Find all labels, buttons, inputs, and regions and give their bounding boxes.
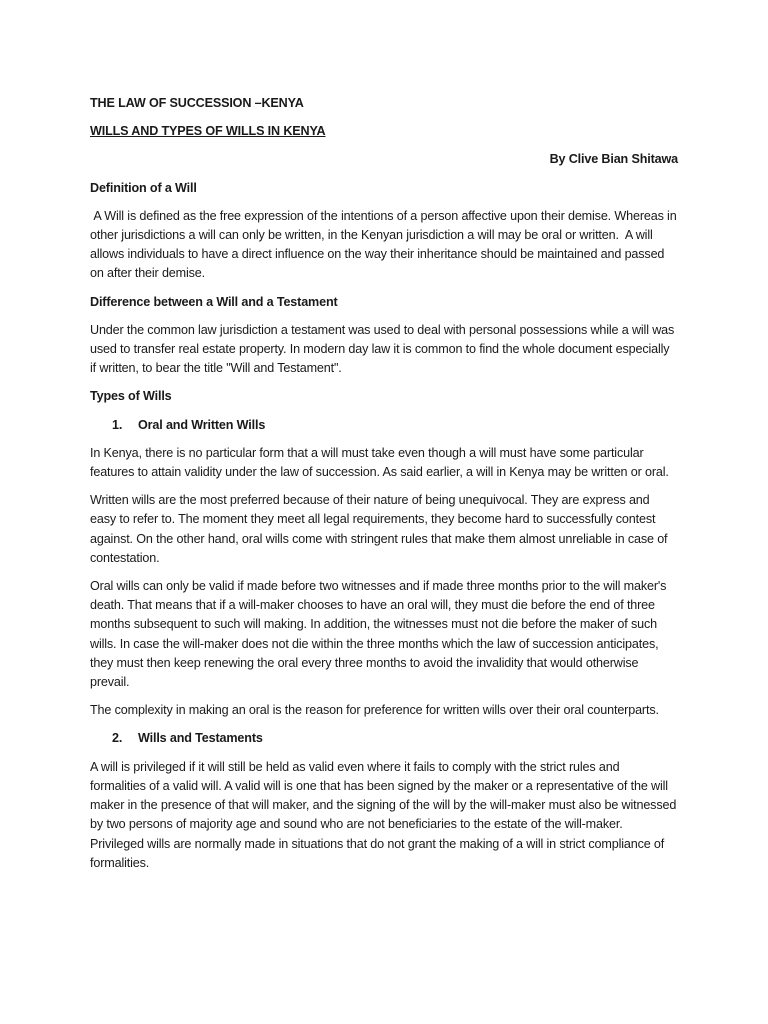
heading-types: Types of Wills <box>90 389 172 404</box>
document-title: THE LAW OF SUCCESSION –KENYA <box>90 96 304 110</box>
list-item-oral-written <box>90 416 678 435</box>
document-author: By Clive Bian Shitawa <box>549 152 678 167</box>
list-item-wills-testaments <box>90 729 678 748</box>
list-label: Oral and Written Wills <box>138 417 266 432</box>
paragraph-wills-1: A will is privileged if it will still be held as valid even where it fails to comply with the strict rules and formalities of a valid will. A valid will is one that has been signed by the maker or a representative of the will maker in the presence of that will maker, and the signing of the will by the will-maker must also be witnessed by two persons of majority age and sound who are not beneficiaries to the estate of the will-maker. Privileged wills are normally made in situations that do not grant the making of a will in strict compliance of formalities. <box>90 759 677 870</box>
paragraph-oral-4: The complexity in making an oral is the reason for preference for written wills over their oral counterparts. <box>90 703 659 718</box>
paragraph-oral-3: Oral wills can only be valid if made before two witnesses and if made three months prior to the will maker's death. That means that if a will-maker chooses to have an oral will, they must die before the end of three months subsequent to such will making. In addition, the witnesses must not die before the maker of such wills. In case the will-maker does not die within the three months which the law of succession anticipates, they must then keep renewing the oral every three months to avoid the invalidity that would otherwise prevail. <box>90 579 667 690</box>
paragraph-oral-2: Written wills are the most preferred because of their nature of being unequivocal. They are express and easy to refer to. The moment they meet all legal requirements, they become hard to successfully contest against. On the other hand, oral wills come with stringent rules that make them almost unreliable in case of contestation. <box>90 493 668 565</box>
heading-difference: Difference between a Will and a Testament <box>90 294 338 309</box>
document-subtitle: WILLS AND TYPES OF WILLS IN KENYA <box>90 124 326 139</box>
document-page <box>90 94 678 882</box>
heading-definition: Definition of a Will <box>90 180 197 195</box>
paragraph-difference: Under the common law jurisdiction a testament was used to deal with personal possessions while a will was used to transfer real estate property. In modern day law it is common to find the whole document especially if written, to bear the title "Will and Testament". <box>90 322 675 376</box>
paragraph-definition: A Will is defined as the free expression of the intentions of a person affective upon their demise. Whereas in other jurisdictions a will can only be written, in the Kenyan jurisdiction a will may be oral or written. A will allows individuals to have a direct influence on the way their inheritance should be maintained and passed on after their demise. <box>90 208 680 281</box>
list-label: Wills and Testaments <box>138 731 263 746</box>
list-number: 2. <box>112 731 123 746</box>
paragraph-oral-1: In Kenya, there is no particular form that a will must take even though a will must have some particular features to attain validity under the law of succession. As said earlier, a will in Kenya may be written or oral. <box>90 445 669 480</box>
list-number: 1. <box>112 417 123 432</box>
